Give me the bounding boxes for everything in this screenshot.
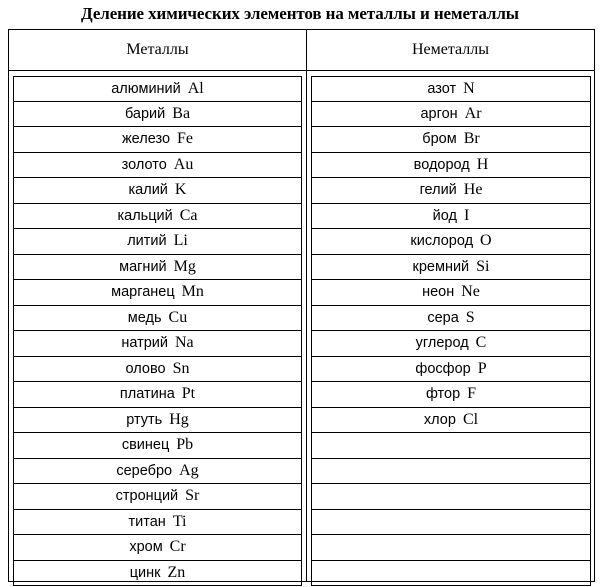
elements-table [8, 29, 595, 582]
element-symbol: Na [175, 334, 194, 351]
element-symbol: S [465, 308, 475, 326]
empty-cell [311, 561, 591, 587]
nonmetal-row [311, 76, 591, 102]
nonmetal-row [311, 382, 591, 408]
element-name: алюминий [111, 81, 181, 97]
metal-row [13, 459, 302, 485]
element-name: натрий [121, 335, 168, 351]
element-name: фтор [425, 386, 461, 402]
element-symbol: C [475, 334, 487, 351]
element-symbol: P [477, 359, 487, 377]
metal-row [13, 357, 302, 383]
nonmetal-row [311, 153, 591, 179]
metal-row [13, 535, 302, 561]
element-symbol: Hg [169, 410, 189, 428]
nonmetal-row [311, 229, 591, 255]
nonmetal-row [311, 306, 591, 332]
element-symbol: He [463, 181, 483, 198]
element-name: железо [121, 131, 171, 147]
element-symbol: O [480, 232, 492, 249]
metal-row [13, 127, 302, 153]
nonmetal-row [311, 204, 591, 230]
nonmetal-row [311, 280, 591, 306]
element-name: азот [427, 81, 457, 97]
element-name: магний [119, 258, 167, 275]
nonmetal-row [311, 255, 591, 281]
nonmetal-row [311, 357, 591, 383]
page-title: Деление химических элементов на металлы и неметаллы [81, 4, 519, 23]
element-symbol: H [476, 155, 489, 173]
element-symbol: Mn [181, 283, 204, 300]
element-name: хром [129, 539, 163, 555]
nonmetal-row [311, 127, 591, 153]
column-header-metals: Металлы [126, 41, 189, 58]
element-symbol: Sr [185, 487, 200, 504]
nonmetal-row [311, 178, 591, 204]
element-name: сера [427, 309, 459, 326]
element-name: неон [422, 284, 455, 300]
element-name: аргон [420, 105, 458, 122]
element-symbol: Pb [176, 436, 194, 453]
nonmetal-row [311, 102, 591, 128]
element-symbol: Ba [172, 104, 191, 122]
empty-cell [311, 484, 591, 510]
metals-column [13, 76, 302, 586]
metal-row [13, 433, 302, 459]
element-name: цинк [129, 564, 161, 581]
metal-row [13, 204, 302, 230]
element-symbol: Ca [179, 206, 198, 224]
column-header-nonmetals: Неметаллы [411, 41, 490, 58]
element-symbol: Br [463, 130, 480, 147]
element-name: калий [128, 182, 168, 198]
element-symbol: Fe [177, 130, 194, 147]
empty-cell [311, 510, 591, 536]
element-name: кальций [117, 207, 173, 224]
metal-row [13, 306, 302, 332]
element-symbol: Al [187, 80, 204, 97]
nonmetal-row [311, 331, 591, 357]
metal-row [13, 102, 302, 128]
metal-row [13, 229, 302, 255]
metal-row [13, 561, 302, 587]
element-symbol: Zn [167, 563, 186, 581]
element-symbol: Ne [461, 283, 480, 300]
metal-row [13, 280, 302, 306]
element-symbol: Si [476, 257, 490, 275]
element-symbol: Cr [169, 538, 186, 555]
element-name: кислород [410, 233, 474, 249]
element-name: титан [128, 513, 166, 530]
metal-row [13, 255, 302, 281]
element-name: хлор [423, 411, 456, 428]
nonmetal-row [311, 408, 591, 434]
element-symbol: Pt [181, 385, 196, 402]
metal-row [13, 331, 302, 357]
element-symbol: Ag [179, 461, 199, 479]
metal-row [13, 510, 302, 536]
empty-cell [311, 535, 591, 561]
empty-cell [311, 459, 591, 485]
element-name: водород [413, 156, 470, 173]
element-name: кремний [412, 258, 470, 275]
element-symbol: I [463, 206, 470, 224]
element-symbol: Au [173, 155, 194, 173]
header-divider [9, 70, 594, 71]
nonmetals-column [311, 76, 591, 586]
element-name: серебро [116, 462, 173, 479]
element-name: олово [125, 360, 166, 377]
column-divider [306, 30, 307, 581]
element-name: медь [127, 309, 162, 326]
element-symbol: Ar [464, 104, 482, 122]
element-name: литий [127, 233, 167, 249]
element-name: йод [432, 207, 457, 224]
element-name: ртуть [126, 411, 163, 428]
element-symbol: Sn [172, 359, 190, 377]
element-name: углерод [415, 335, 469, 351]
element-symbol: Ti [172, 512, 187, 530]
metal-row [13, 382, 302, 408]
element-symbol: N [463, 80, 475, 97]
element-name: свинец [121, 437, 170, 453]
element-symbol: Cl [462, 410, 479, 428]
element-symbol: Li [173, 232, 188, 249]
element-name: платина [119, 386, 175, 402]
element-symbol: Mg [173, 257, 196, 275]
element-symbol: Cu [168, 308, 188, 326]
metal-row [13, 178, 302, 204]
metal-row [13, 76, 302, 102]
element-symbol: K [174, 181, 187, 198]
element-name: стронций [115, 488, 179, 504]
element-name: гелий [419, 182, 457, 198]
metal-row [13, 408, 302, 434]
empty-cell [311, 433, 591, 459]
element-name: золото [121, 156, 167, 173]
element-symbol: F [467, 385, 477, 402]
element-name: марганец [111, 284, 175, 300]
element-name: барий [124, 105, 166, 122]
element-name: фосфор [415, 360, 471, 377]
metal-row [13, 484, 302, 510]
metal-row [13, 153, 302, 179]
element-name: бром [422, 131, 457, 147]
